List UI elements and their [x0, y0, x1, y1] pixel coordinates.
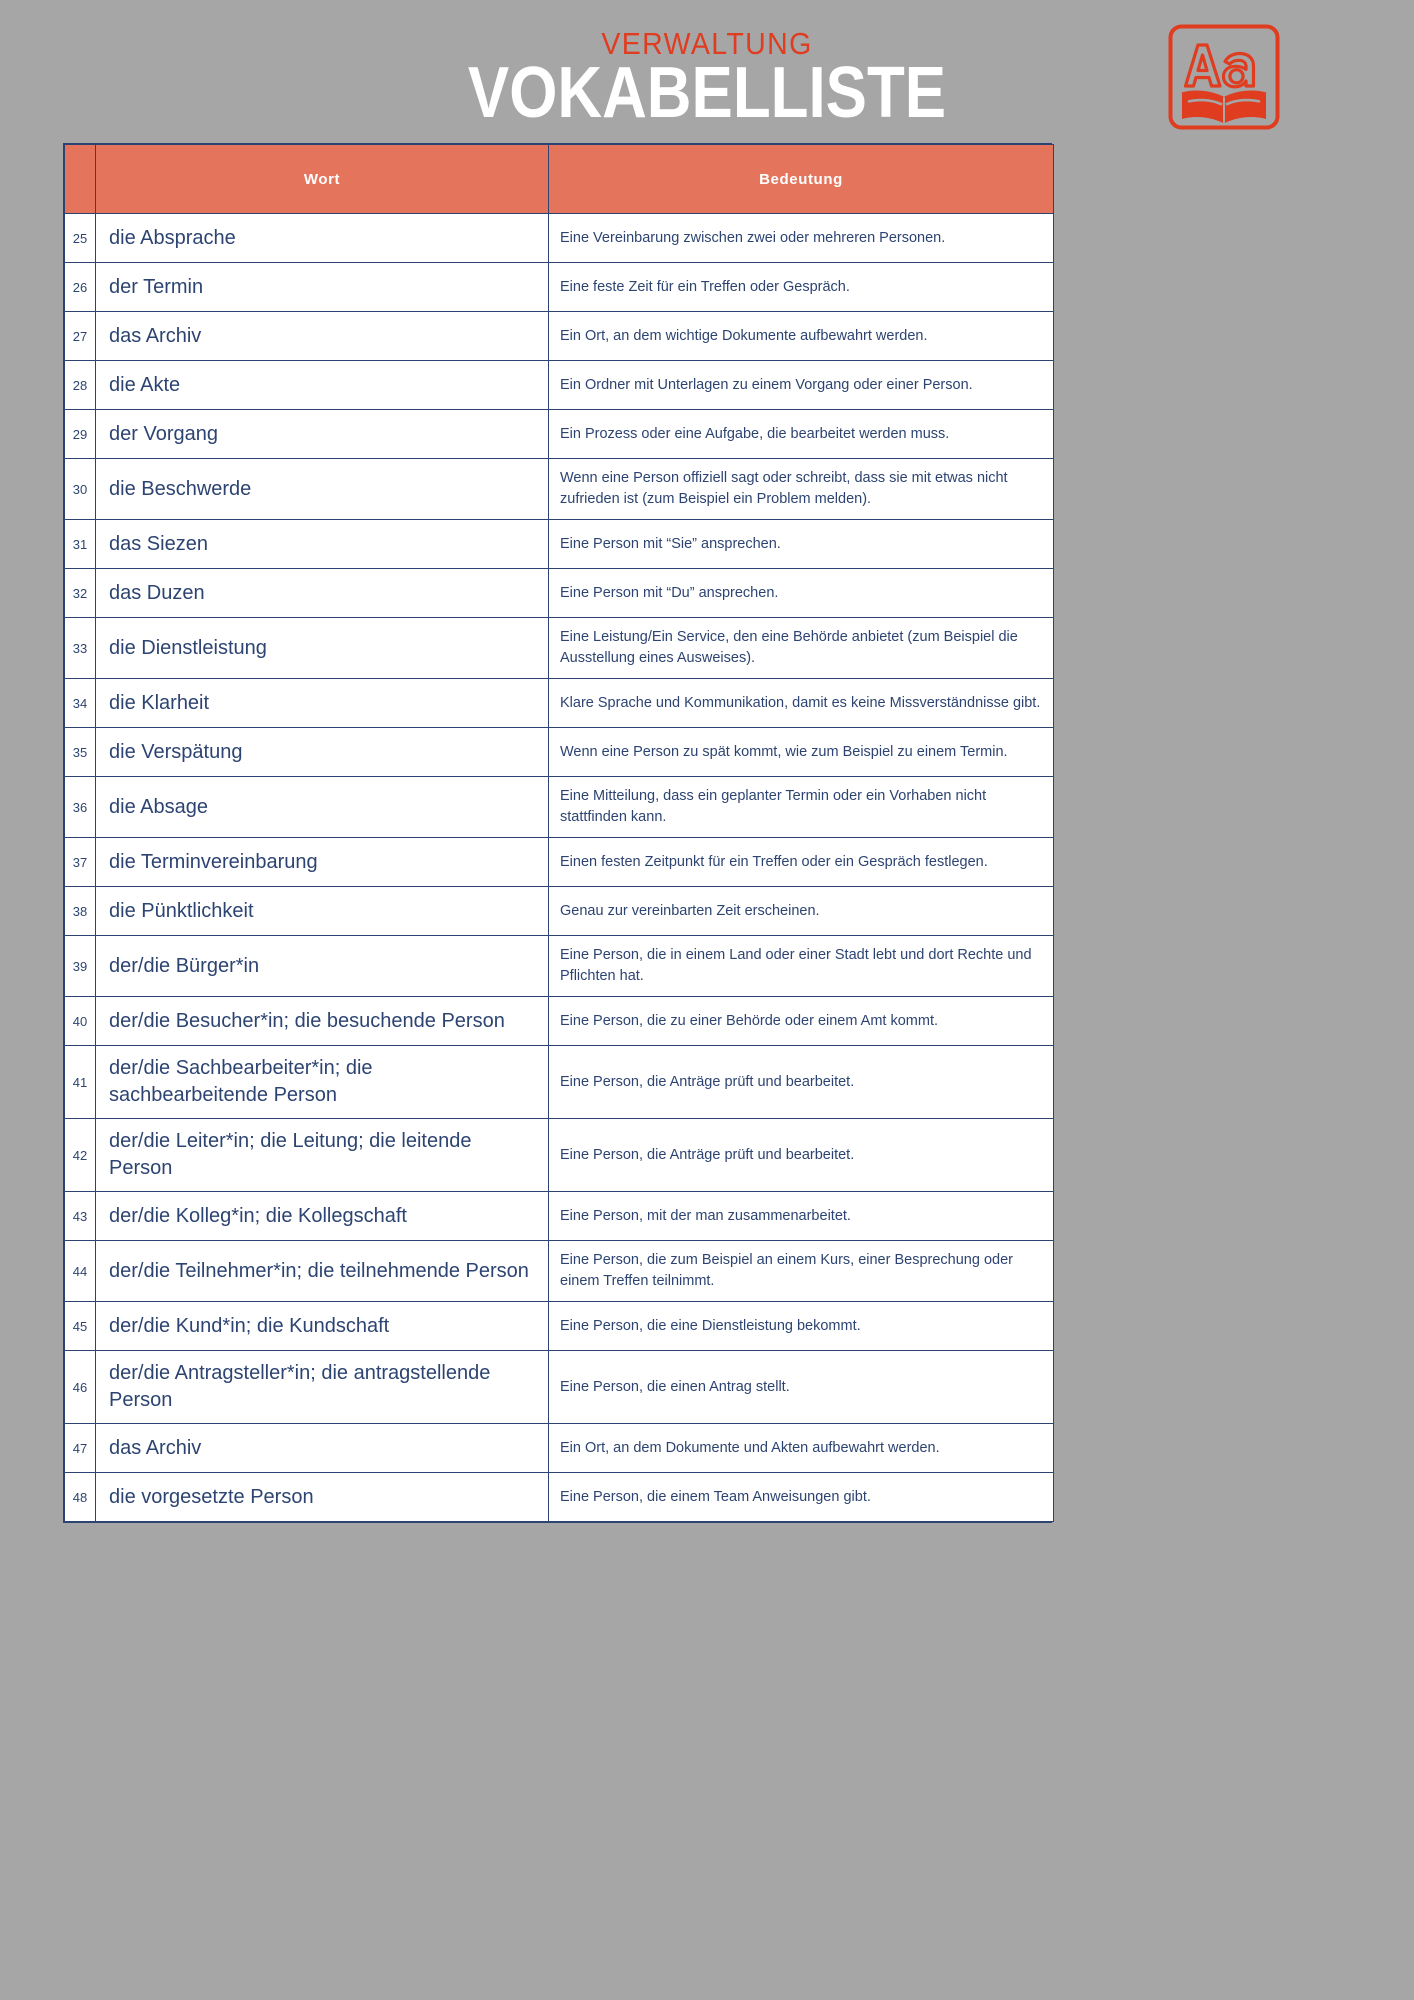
- table-header-row: [65, 145, 1054, 214]
- table-row: [65, 997, 1054, 1046]
- table-row: [65, 1241, 1054, 1302]
- table-row: [65, 214, 1054, 263]
- table-row: [65, 1119, 1054, 1192]
- row-word: der/die Kolleg*in; die Kollegschaft: [96, 1192, 549, 1241]
- row-meaning: Ein Ort, an dem Dokumente und Akten aufbewahrt werden.: [549, 1424, 1054, 1473]
- row-word: die Akte: [96, 361, 549, 410]
- row-meaning: Klare Sprache und Kommunikation, damit es keine Missverständnisse gibt.: [549, 679, 1054, 728]
- row-word: der Termin: [96, 263, 549, 312]
- row-meaning: Einen festen Zeitpunkt für ein Treffen oder ein Gespräch festlegen.: [549, 838, 1054, 887]
- row-meaning: Eine Person mit “Du” ansprechen.: [549, 569, 1054, 618]
- row-word: die Dienstleistung: [96, 618, 549, 679]
- row-word: die Absprache: [96, 214, 549, 263]
- vocabulary-table-container: [63, 143, 1052, 1523]
- row-word: die Klarheit: [96, 679, 549, 728]
- row-meaning: Ein Prozess oder eine Aufgabe, die bearbeitet werden muss.: [549, 410, 1054, 459]
- row-word: die Beschwerde: [96, 459, 549, 520]
- row-meaning: Eine Person, die Anträge prüft und bearbeitet.: [549, 1119, 1054, 1192]
- row-word: das Duzen: [96, 569, 549, 618]
- row-word: die Absage: [96, 777, 549, 838]
- table-row: [65, 361, 1054, 410]
- row-meaning: Ein Ordner mit Unterlagen zu einem Vorgang oder einer Person.: [549, 361, 1054, 410]
- table-row: [65, 728, 1054, 777]
- row-word: die vorgesetzte Person: [96, 1473, 549, 1522]
- row-index: 31: [65, 520, 96, 569]
- row-index: 27: [65, 312, 96, 361]
- row-meaning: Wenn eine Person zu spät kommt, wie zum Beispiel zu einem Termin.: [549, 728, 1054, 777]
- row-word: die Pünktlichkeit: [96, 887, 549, 936]
- header-kicker: VERWALTUNG: [601, 26, 813, 61]
- row-word: die Verspätung: [96, 728, 549, 777]
- row-index: 43: [65, 1192, 96, 1241]
- table-row: [65, 410, 1054, 459]
- row-word: der Vorgang: [96, 410, 549, 459]
- row-meaning: Eine Person, mit der man zusammenarbeitet.: [549, 1192, 1054, 1241]
- table-row: [65, 1046, 1054, 1119]
- row-index: 48: [65, 1473, 96, 1522]
- row-index: 45: [65, 1302, 96, 1351]
- row-word: die Terminvereinbarung: [96, 838, 549, 887]
- table-row: [65, 1302, 1054, 1351]
- row-meaning: Genau zur vereinbarten Zeit erscheinen.: [549, 887, 1054, 936]
- table-row: [65, 618, 1054, 679]
- row-meaning: Wenn eine Person offiziell sagt oder schreibt, dass sie mit etwas nicht zufrieden ist (zum Beispiel ein Problem melden).: [549, 459, 1054, 520]
- row-word: der/die Antragsteller*in; die antragstellende Person: [96, 1351, 549, 1424]
- table-row: [65, 1473, 1054, 1522]
- row-index: 46: [65, 1351, 96, 1424]
- row-word: der/die Leiter*in; die Leitung; die leitende Person: [96, 1119, 549, 1192]
- row-meaning: Eine Person, die in einem Land oder einer Stadt lebt und dort Rechte und Pflichten hat.: [549, 936, 1054, 997]
- row-meaning: Eine Mitteilung, dass ein geplanter Termin oder ein Vorhaben nicht stattfinden kann.: [549, 777, 1054, 838]
- row-index: 30: [65, 459, 96, 520]
- row-meaning: Eine Person, die zu einer Behörde oder einem Amt kommt.: [549, 997, 1054, 1046]
- table-row: [65, 838, 1054, 887]
- table-row: [65, 679, 1054, 728]
- row-index: 41: [65, 1046, 96, 1119]
- row-word: der/die Bürger*in: [96, 936, 549, 997]
- row-meaning: Eine Person mit “Sie” ansprechen.: [549, 520, 1054, 569]
- row-meaning: Eine Person, die einen Antrag stellt.: [549, 1351, 1054, 1424]
- row-meaning: Eine Person, die eine Dienstleistung bekommt.: [549, 1302, 1054, 1351]
- row-meaning: Eine Person, die zum Beispiel an einem Kurs, einer Besprechung oder einem Treffen teilnimmt.: [549, 1241, 1054, 1302]
- row-index: 32: [65, 569, 96, 618]
- row-word: das Archiv: [96, 312, 549, 361]
- table-row: [65, 777, 1054, 838]
- row-index: 37: [65, 838, 96, 887]
- row-index: 47: [65, 1424, 96, 1473]
- table-row: [65, 312, 1054, 361]
- row-meaning: Eine Person, die einem Team Anweisungen gibt.: [549, 1473, 1054, 1522]
- row-index: 25: [65, 214, 96, 263]
- row-index: 29: [65, 410, 96, 459]
- row-index: 44: [65, 1241, 96, 1302]
- table-row: [65, 520, 1054, 569]
- row-word: der/die Sachbearbeiter*in; die sachbearbeitende Person: [96, 1046, 549, 1119]
- table-row: [65, 263, 1054, 312]
- table-row: [65, 887, 1054, 936]
- column-header-bedeutung: Bedeutung: [549, 145, 1054, 214]
- table-body: [65, 214, 1054, 1522]
- row-word: das Archiv: [96, 1424, 549, 1473]
- row-word: das Siezen: [96, 520, 549, 569]
- vocabulary-table: [64, 144, 1054, 1522]
- table-row: [65, 1351, 1054, 1424]
- row-index: 39: [65, 936, 96, 997]
- row-index: 42: [65, 1119, 96, 1192]
- row-meaning: Eine feste Zeit für ein Treffen oder Gespräch.: [549, 263, 1054, 312]
- aa-book-logo-icon: [1168, 24, 1280, 130]
- column-header-index: [65, 145, 96, 214]
- row-index: 28: [65, 361, 96, 410]
- page-title: VOKABELLISTE: [467, 53, 947, 133]
- row-word: der/die Besucher*in; die besuchende Person: [96, 997, 549, 1046]
- row-index: 33: [65, 618, 96, 679]
- row-index: 35: [65, 728, 96, 777]
- row-meaning: Eine Person, die Anträge prüft und bearbeitet.: [549, 1046, 1054, 1119]
- row-index: 38: [65, 887, 96, 936]
- row-index: 34: [65, 679, 96, 728]
- row-word: der/die Teilnehmer*in; die teilnehmende Person: [96, 1241, 549, 1302]
- table-row: [65, 569, 1054, 618]
- row-index: 26: [65, 263, 96, 312]
- row-word: der/die Kund*in; die Kundschaft: [96, 1302, 549, 1351]
- table-row: [65, 1424, 1054, 1473]
- row-meaning: Eine Leistung/Ein Service, den eine Behörde anbietet (zum Beispiel die Ausstellung eines Ausweises).: [549, 618, 1054, 679]
- column-header-wort: Wort: [96, 145, 549, 214]
- table-row: [65, 936, 1054, 997]
- row-index: 40: [65, 997, 96, 1046]
- row-meaning: Eine Vereinbarung zwischen zwei oder mehreren Personen.: [549, 214, 1054, 263]
- row-meaning: Ein Ort, an dem wichtige Dokumente aufbewahrt werden.: [549, 312, 1054, 361]
- table-header: [65, 145, 1054, 214]
- row-index: 36: [65, 777, 96, 838]
- table-row: [65, 1192, 1054, 1241]
- table-row: [65, 459, 1054, 520]
